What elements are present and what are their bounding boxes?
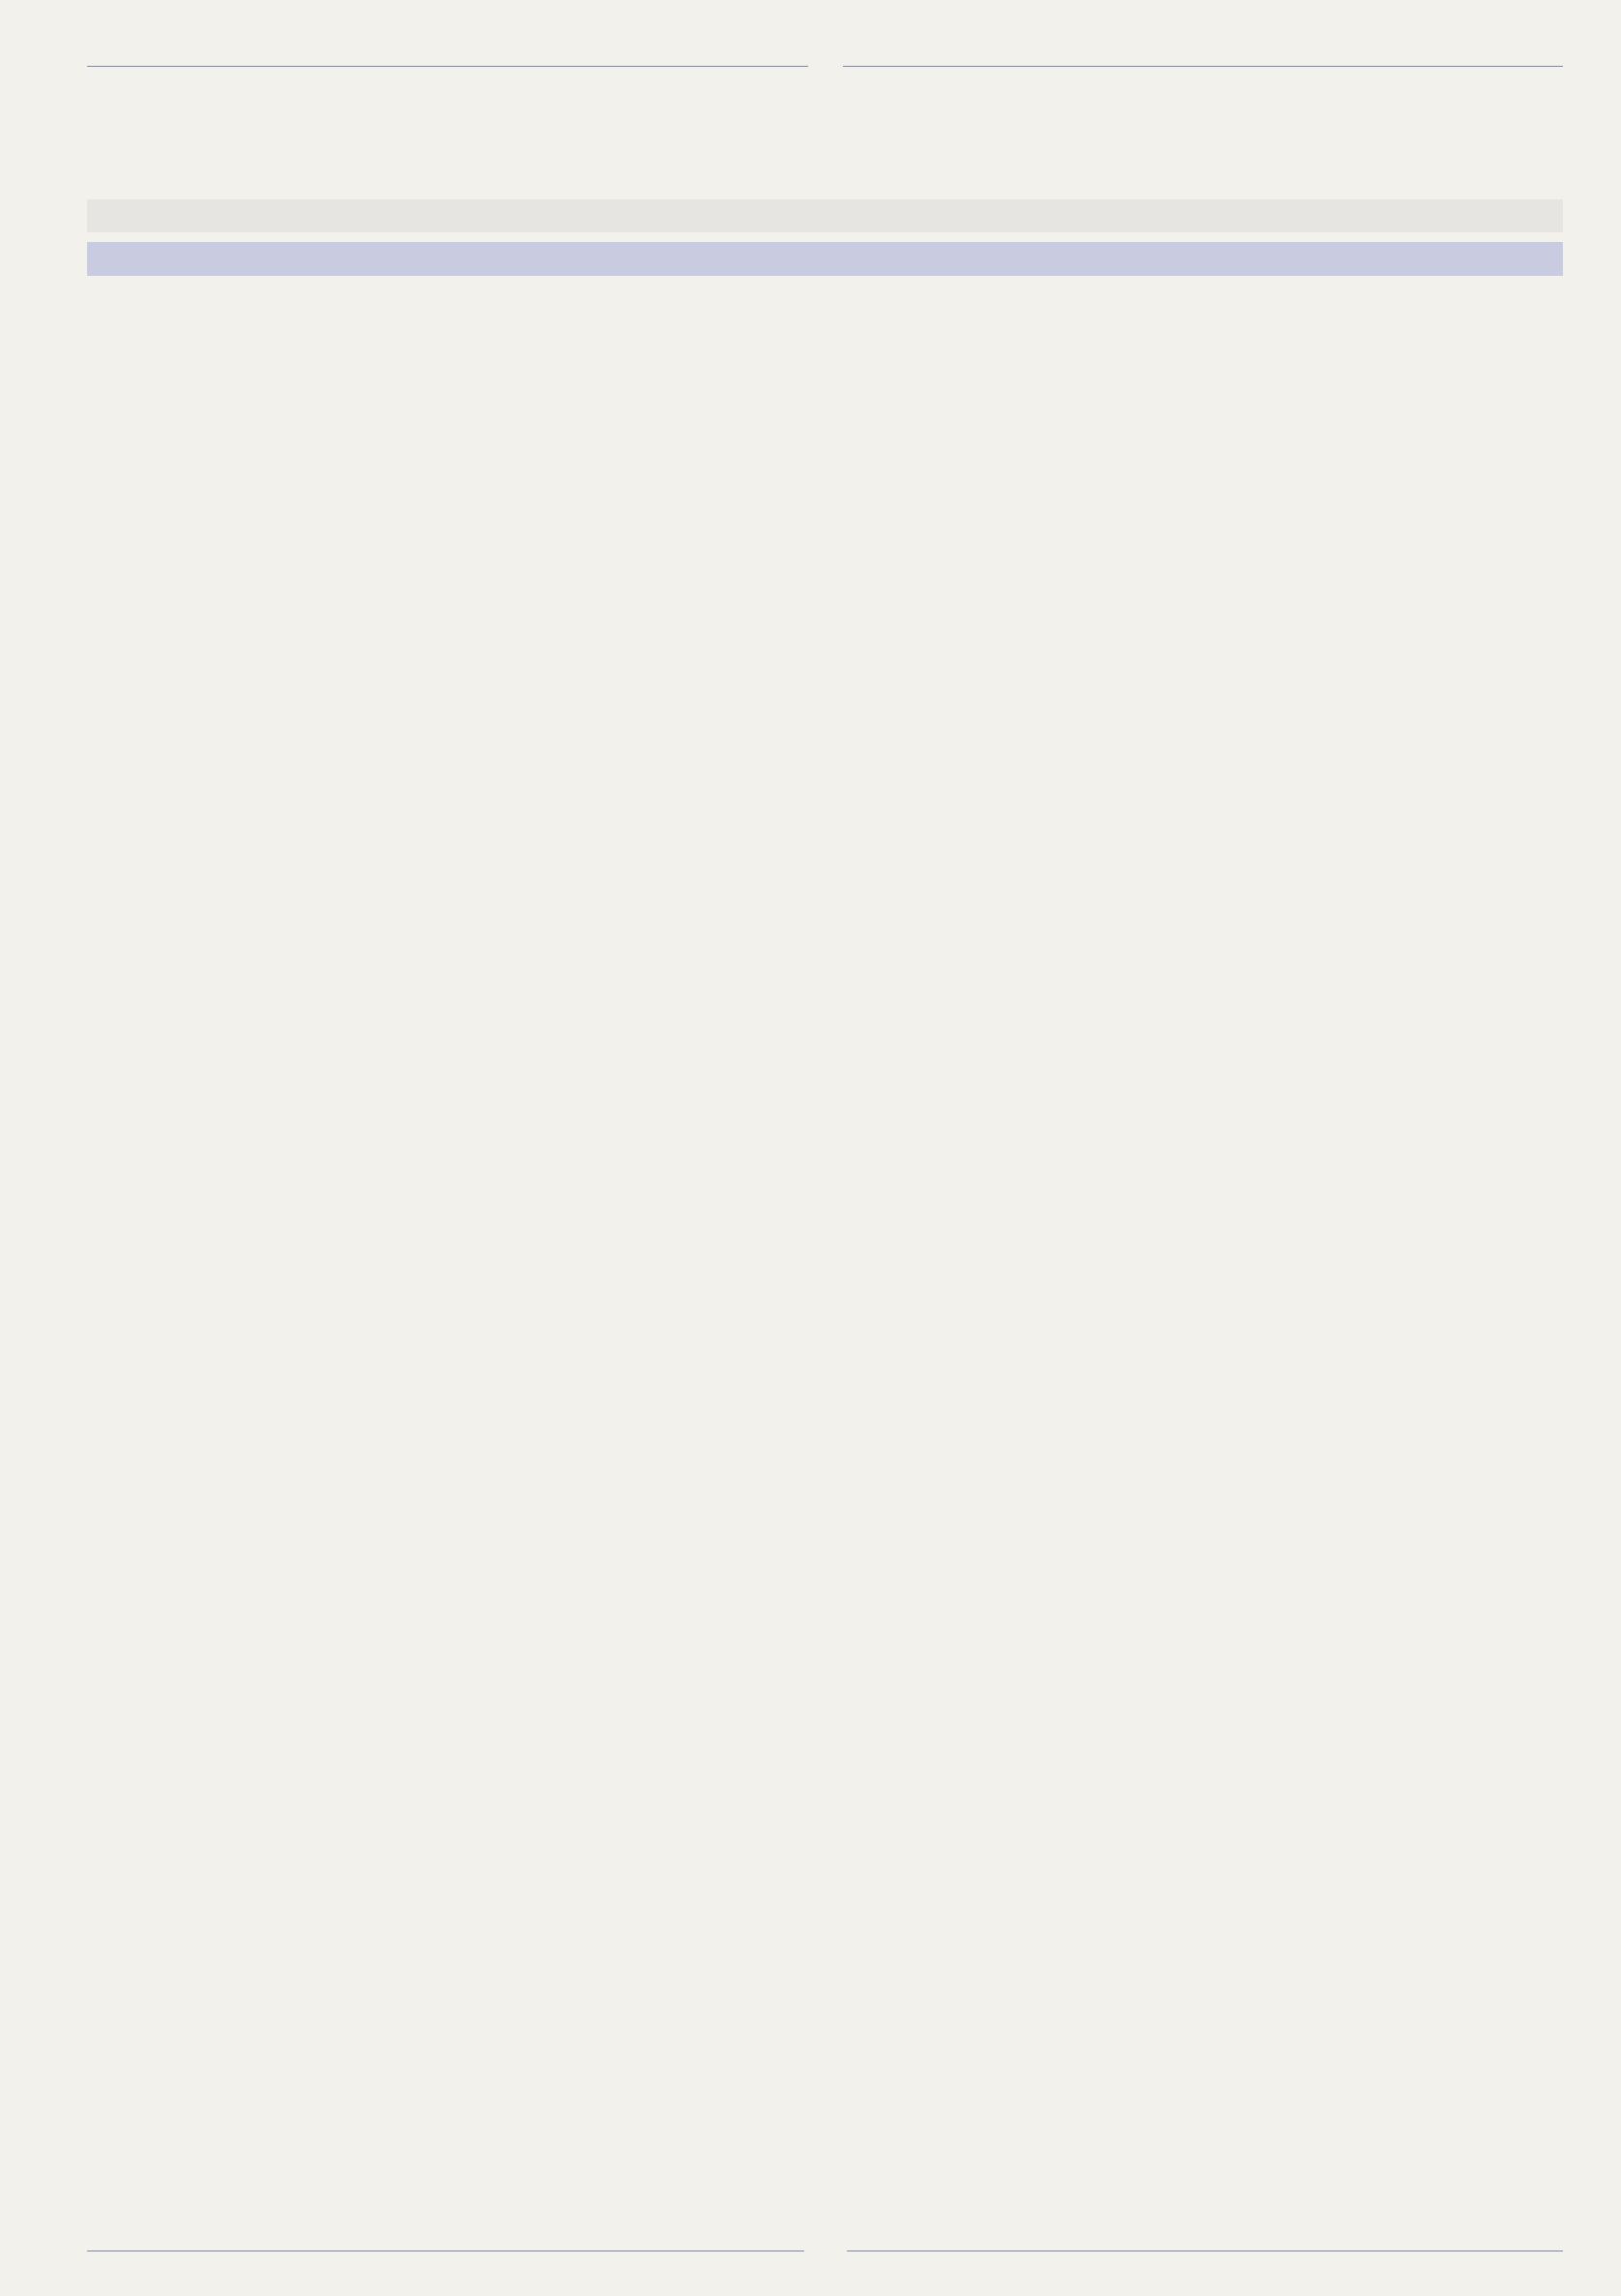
header-rule-right [843, 66, 1564, 67]
page-footer [87, 2236, 1563, 2265]
note [87, 199, 1563, 232]
entries-list [87, 190, 1563, 287]
running-header [87, 54, 1563, 77]
header-rule-left [87, 66, 808, 67]
section-title [87, 242, 1563, 276]
